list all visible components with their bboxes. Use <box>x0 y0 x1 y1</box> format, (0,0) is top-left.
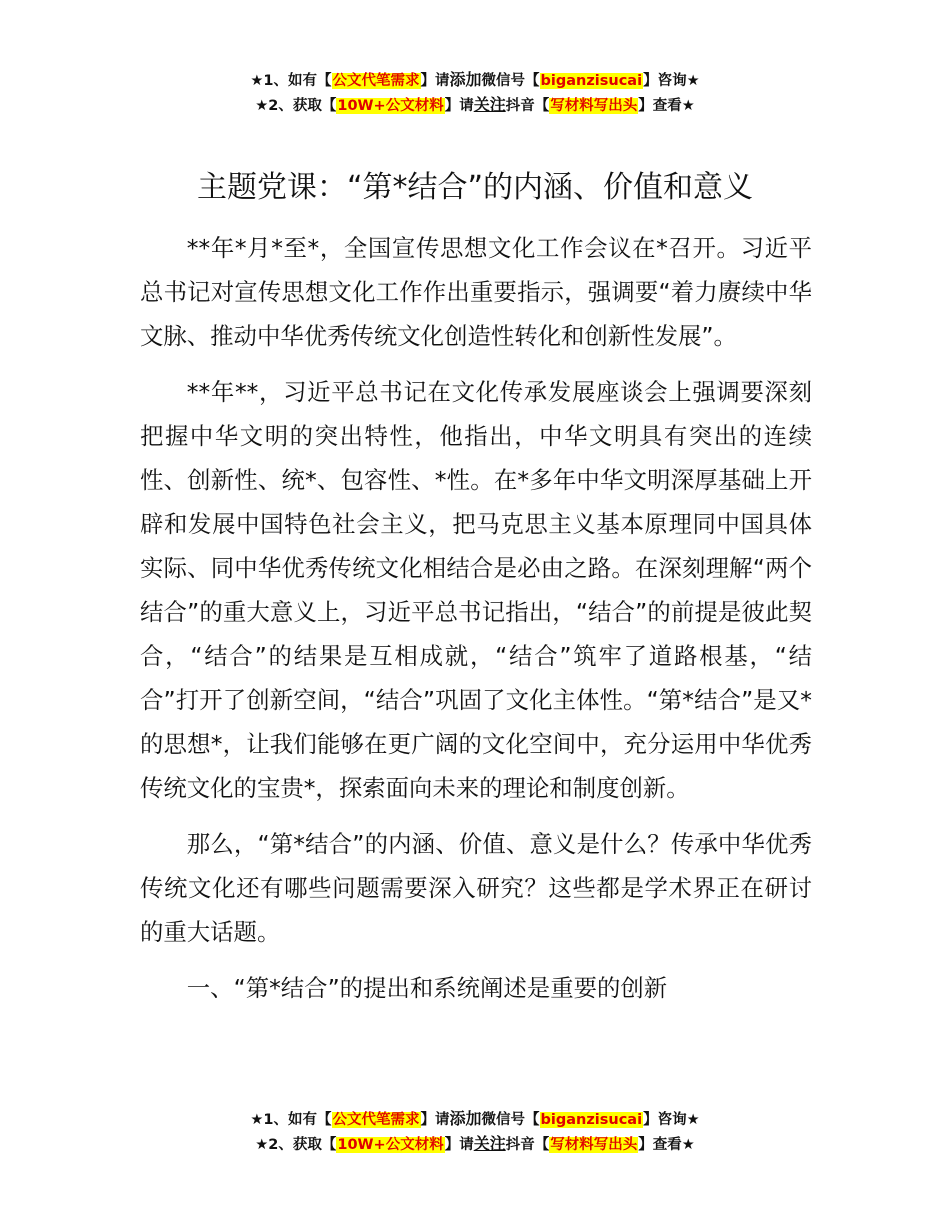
promo-text: 】查看★ <box>638 98 695 114</box>
promo-highlight: 10W+公文材料 <box>337 1137 444 1153</box>
promo-text: 抖音【 <box>505 1137 550 1153</box>
promo-text: 微信号【 <box>481 1112 540 1128</box>
promo-emphasis: 添加 <box>449 70 482 89</box>
promo-text: 】咨询★ <box>643 1112 700 1128</box>
section-heading: 一、“第*结合”的提出和系统阐述是重要的创新 <box>186 974 668 1002</box>
paragraph: **年**，习近平总书记在文化传承发展座谈会上强调要深刻把握中华文明的突出特性，他指出，中华文明具有突出的连续性、创新性、统*、包容性、*性。在*多年中华文明深厚基础上开辟和发展中国特色社会主义，把马克思主义基本原理同中国具体实际、同中华优秀传统文化相结合是必由之路。在深刻理解“两个结合”的重大意义上，习近平总书记指出，“结合”的前提是彼此契合，“结合”的结果是互相成就，“结合”筑牢了道路根基，“结合”打开了创新空间，“结合”巩固了文化主体性。“第*结合”是又*的思想*，让我们能够在更广阔的文化空间中，充分运用中华优秀传统文化的宝贵*，探索面向未来的理论和制度创新。 <box>140 378 812 802</box>
promo-text: 抖音【 <box>505 98 550 114</box>
promo-emphasis: 关注 <box>473 1134 506 1153</box>
document-body <box>140 226 812 1022</box>
promo-highlight: biganzisucai <box>540 73 643 89</box>
promo-highlight: biganzisucai <box>540 1112 643 1128</box>
promo-highlight: 写材料写出头 <box>550 98 638 114</box>
promo-text: 】查看★ <box>638 1137 695 1153</box>
promo-line-2 <box>0 1132 950 1157</box>
promo-line-1 <box>0 68 950 93</box>
promo-text: ★1、如有【 <box>250 73 332 89</box>
promo-highlight: 公文代笔需求 <box>332 1112 420 1128</box>
promo-highlight: 公文代笔需求 <box>332 73 420 89</box>
promo-line-1 <box>0 1107 950 1132</box>
promo-emphasis: 添加 <box>449 1109 482 1128</box>
document-title: 主题党课：“第*结合”的内涵、价值和意义 <box>196 170 754 205</box>
promo-text: 】请 <box>420 73 450 89</box>
promo-text: ★2、获取【 <box>255 1137 337 1153</box>
promo-emphasis: 关注 <box>473 95 506 114</box>
promo-text: 】请 <box>444 1137 474 1153</box>
paragraph: **年*月*至*，全国宣传思想文化工作会议在*召开。习近平总书记对宣传思想文化工作作出重要指示，强调要“着力赓续中华文脉、推动中华优秀传统文化创造性转化和创新性发展”。 <box>140 234 812 350</box>
promo-text: 】咨询★ <box>643 73 700 89</box>
promo-text: ★1、如有【 <box>250 1112 332 1128</box>
top-promo-banner <box>0 68 950 118</box>
promo-text: 】请 <box>420 1112 450 1128</box>
promo-text: ★2、获取【 <box>255 98 337 114</box>
paragraph: 那么，“第*结合”的内涵、价值、意义是什么？传承中华优秀传统文化还有哪些问题需要深入研究？这些都是学术界正在研讨的重大话题。 <box>140 830 812 946</box>
promo-line-2 <box>0 93 950 118</box>
promo-text: 】请 <box>444 98 474 114</box>
promo-highlight: 10W+公文材料 <box>337 98 444 114</box>
promo-highlight: 写材料写出头 <box>550 1137 638 1153</box>
bottom-promo-banner <box>0 1107 950 1157</box>
promo-text: 微信号【 <box>481 73 540 89</box>
